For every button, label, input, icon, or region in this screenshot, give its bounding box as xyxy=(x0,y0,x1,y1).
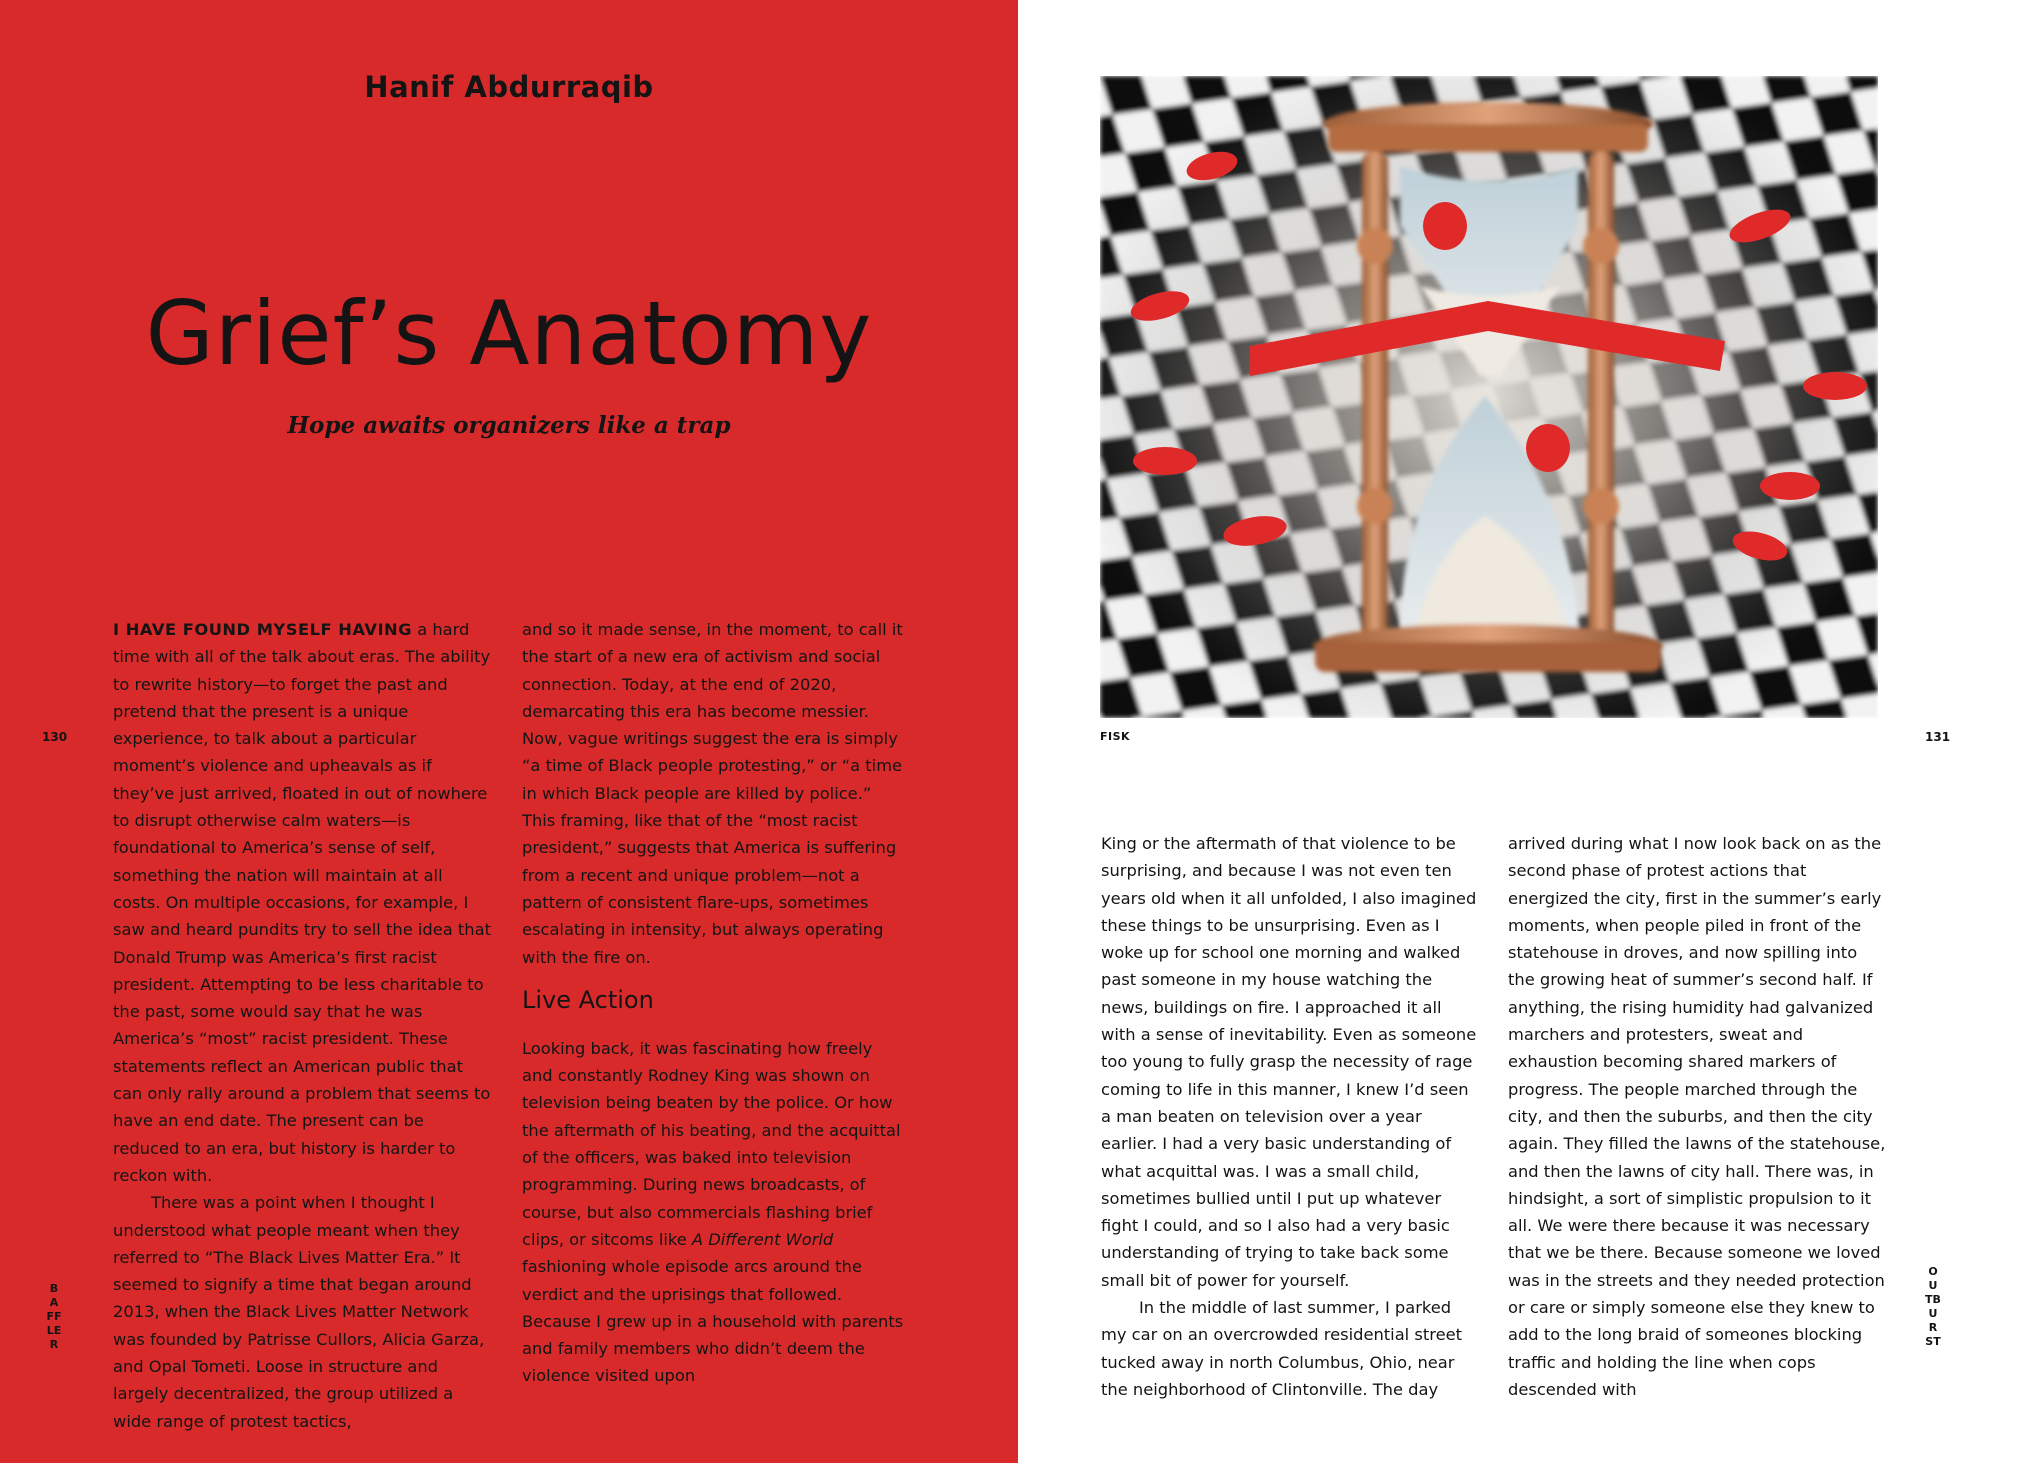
spine-label-left: BAFFLER xyxy=(46,1282,62,1351)
section-heading: Live Action xyxy=(522,985,654,1014)
spine-label-right: OUTBURST xyxy=(1925,1265,1941,1348)
paragraph: I HAVE FOUND MYSELF HAVING a hard time with all of the talk about eras. The ability to rewrite history—to forget the past and pretend that the present is a unique experience, to talk about a particular moment’s violence and upheavals as if they’ve just arrived, floated in out of nowhere to disrupt otherwise calm waters—is foundational to America’s sense of self, something the nation will maintain at all costs. On multiple occasions, for example, I saw and heard pundits try to sell the idea that Donald Trump was America’s first racist president. Attempting to be less charitable to the past, some would say that he was America’s “most” racist president. These statements reflect an American public that can only rally around a problem that seems to have an end date. The present can be reduced to an era, but history is harder to reckon with. xyxy=(113,620,491,1185)
text-column-4 xyxy=(1508,830,1886,1403)
paragraph: and so it made sense, in the moment, to call it the start of a new era of activism and social connection. Today, at the end of 2020, demarcating this era has become messier. Now, vague writings suggest the era is simply “a time of Black people protesting,” or “a time in which Black people are killed by police.” This framing, like that of the “most racist president,” suggests that America is suffering from a recent and unique problem—not a pattern of consistent flare-ups, sometimes escalating in intensity, but always operating with the fire on. xyxy=(522,620,903,967)
page-number-right: 131 xyxy=(1925,730,1951,744)
paragraph: Looking back, it was fascinating how freely and constantly Rodney King was shown on television being beaten by the police. Or how the aftermath of his beating, and the acquittal of the officers, was baked into television programming. During news broadcasts, of course, but also commercials flashing brief clips, or sitcoms like A Different World fashioning whole episode arcs around the verdict and the uprisings that followed. Because I grew up in a household with parents and family members who didn’t deem the violence visited upon xyxy=(522,1038,904,1386)
text-column-1 xyxy=(113,616,491,1435)
paragraph: In the middle of last summer, I parked my car on an overcrowded residential street tucked away in north Columbus, Ohio, near the neighborhood of Clintonville. The day xyxy=(1101,1298,1463,1399)
hourglass-illustration xyxy=(1100,76,1878,718)
article-subtitle: Hope awaits organizers like a trap xyxy=(287,412,731,439)
page-number-left: 130 xyxy=(42,730,68,744)
hourglass-artwork xyxy=(1100,76,1878,718)
paragraph: King or the aftermath of that violence to be surprising, and because I was not even ten years old when it all unfolded, I also imagined these things to be unsurprising. Even as I woke up for school one morning and walked past someone in my house watching the news, buildings on fire. I approached it all with a sense of inevitability. Even as someone too young to fully grasp the necessity of rage coming to life in this manner, I knew I’d seen a man beaten on television over a year earlier. I had a very basic understanding of what acquittal was. I was a small child, sometimes bullied until I put up whatever fight I could, and so I also had a very basic understanding of trying to take back some small bit of power for yourself. xyxy=(1101,834,1477,1290)
text-column-2 xyxy=(522,616,906,1390)
text-column-3 xyxy=(1101,830,1479,1403)
author-name: Hanif Abdurraqib xyxy=(364,70,654,104)
image-credit: FISK xyxy=(1100,730,1131,743)
article-title: Grief’s Anatomy xyxy=(145,282,873,385)
show-title: A Different World xyxy=(691,1229,834,1249)
paragraph: arrived during what I now look back on as the second phase of protest actions that energized the city, first in the summer’s early moments, when people piled in front of the statehouse in droves, and now spilling into the growing heat of summer’s second half. If anything, the rising humidity had galvanized marchers and protesters, sweat and exhaustion becoming shared markers of progress. The people marched through the city, and then the suburbs, and then the city again. They filled the lawns of the statehouse, and then the lawns of city hall. There was, in hindsight, a sort of simplistic propulsion to it all. We were there because it was necessary that we be there. Because someone we loved was in the streets and they needed protection or care or simply someone else they knew to add to the long braid of someones blocking traffic and holding the line when cops descended with xyxy=(1508,834,1886,1399)
lead-in: I HAVE FOUND MYSELF HAVING xyxy=(113,620,413,639)
paragraph: There was a point when I thought I understood what people meant when they referred to “The Black Lives Matter Era.” It seemed to signify a time that began around 2013, when the Black Lives Matter Network was founded by Patrisse Cullors, Alicia Garza, and Opal Tometi. Loose in structure and largely decentralized, the group utilized a wide range of protest tactics, xyxy=(113,1193,485,1431)
